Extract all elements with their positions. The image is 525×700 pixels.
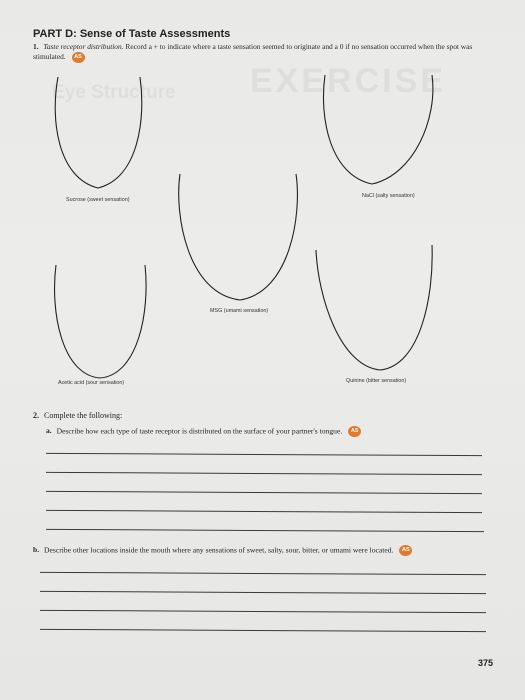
question-2-number: 2. (33, 411, 39, 420)
assessment-badge: AS (72, 52, 85, 63)
tongue-label-nacl: NaCl (salty sensation) (362, 193, 415, 199)
part-title: PART D: Sense of Taste Assessments (33, 28, 231, 40)
question-2a-letter: a. (46, 426, 52, 436)
question-1-lead: Taste receptor distribution. (43, 42, 124, 51)
tongue-outline-msg (179, 174, 298, 300)
question-2b-letter: b. (33, 545, 40, 555)
tongue-label-acetic: Acetic acid (sour sensation) (58, 380, 125, 386)
bleed-through-heading: EXERCISE (250, 62, 446, 100)
question-2 (33, 411, 122, 420)
tongue-outline-quinine (316, 245, 432, 370)
tongue-outline-sucrose (55, 77, 142, 188)
question-1-text: Record a + to indicate where a taste sensation seemed to originate and a 0 if no sensation occurred when the spot was stimulated. (33, 42, 473, 62)
question-2b-text: Describe other locations inside the mouth where any sensations of sweet, salty, sour, bitter, or umami were located. (44, 545, 394, 555)
question-2b (33, 545, 412, 556)
question-1-number: 1. (33, 42, 39, 51)
page-number: 375 (477, 658, 493, 668)
tongue-label-sucrose: Sucrose (sweet sensation) (66, 197, 130, 203)
tongue-label-msg: MSG (umami sensation) (210, 308, 269, 314)
assessment-badge: AS (348, 426, 361, 437)
tongue-outline-nacl (323, 75, 432, 184)
question-2a (46, 426, 361, 437)
tongue-outline-acetic (55, 265, 147, 378)
question-2-text: Complete the following: (44, 411, 123, 420)
tongue-label-quinine: Quinine (bitter sensation) (346, 378, 407, 384)
question-2a-text: Describe how each type of taste receptor is distributed on the surface of your partner's tongue. (56, 426, 343, 436)
assessment-badge: AS (399, 545, 412, 556)
bleed-through-text: Eye Structure (52, 82, 176, 103)
